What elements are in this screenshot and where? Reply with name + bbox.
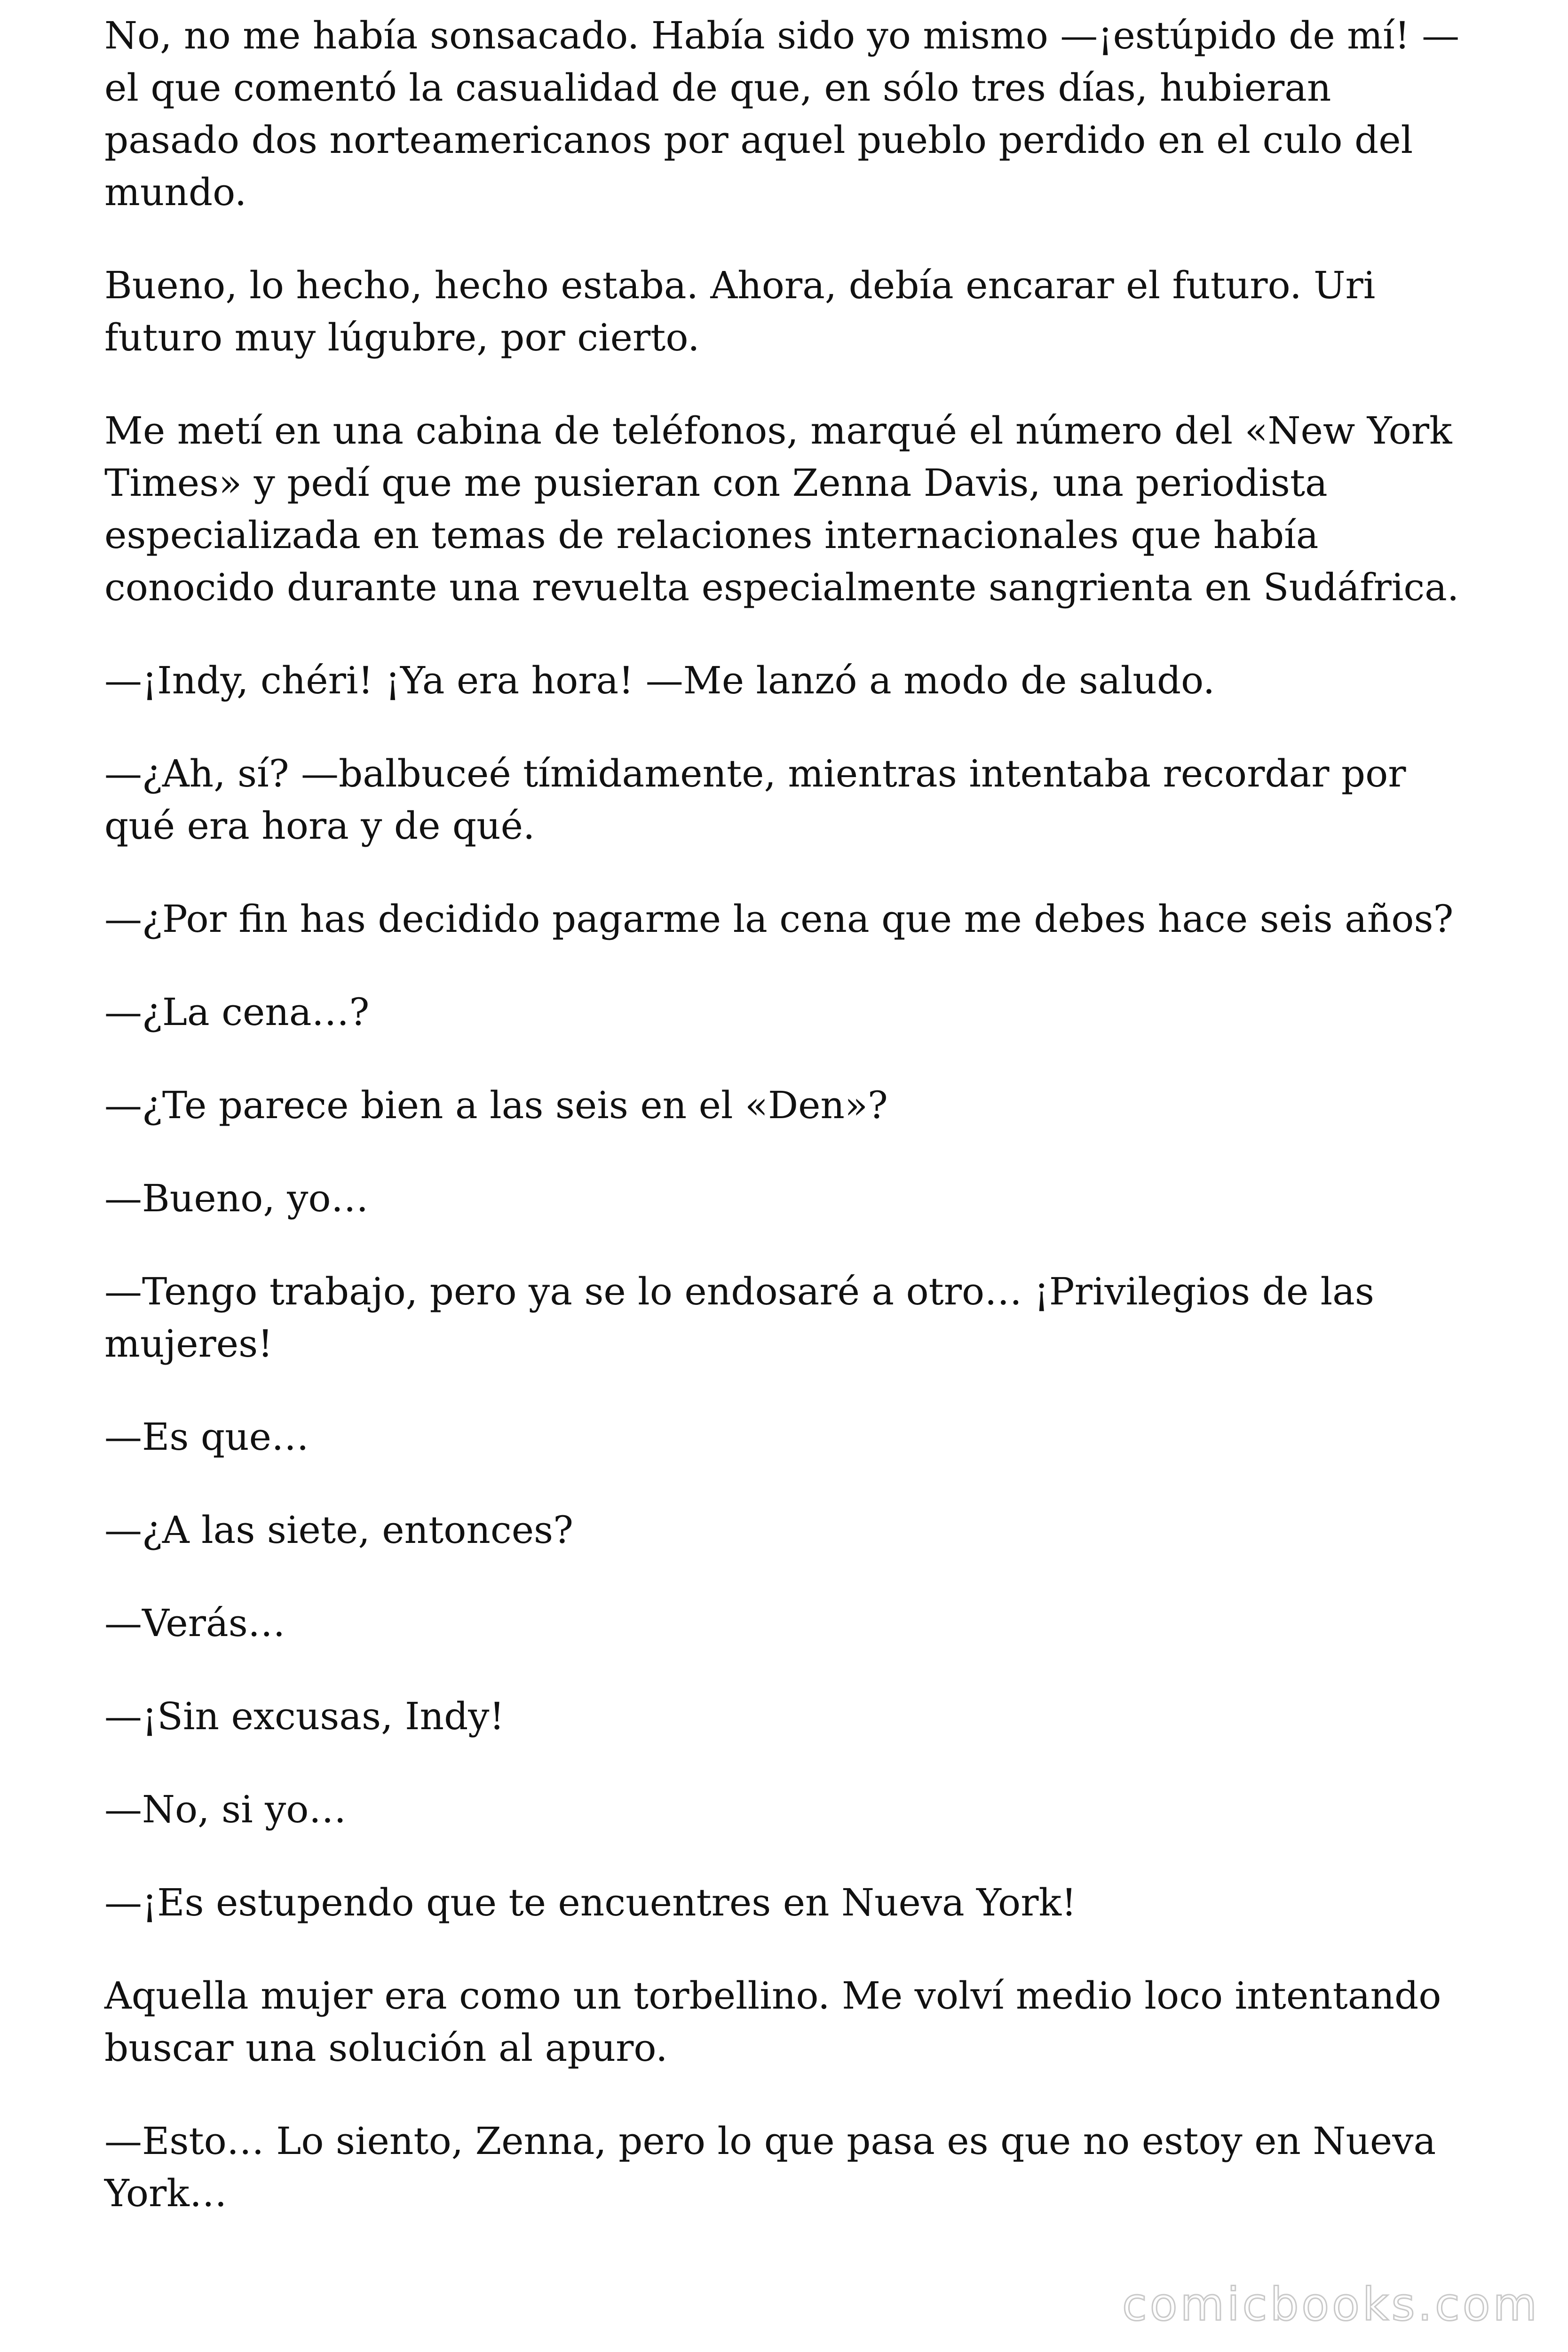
dialogue-line: —Esto… Lo siento, Zenna, pero lo que pasa es que no estoy en Nueva York… — [104, 2119, 1436, 2215]
paragraph: Me metí en una cabina de teléfonos, marqué el número del «New York Times» y pedí que me pusieran con Zenna Davis, una periodista especializada en temas de relaciones internacionales que había conocido durante una revuelta especialmente sangrienta en Sudáfrica. — [104, 409, 1459, 609]
paragraph: No, no me había sonsacado. Había sido yo mismo —¡estúpido de mí! — el que comentó la casualidad de que, en sólo tres días, hubieran pasado dos norteamericanos por aquel pueblo perdido en el culo del mundo. — [104, 14, 1460, 214]
dialogue-line: —¿La cena…? — [104, 990, 370, 1034]
dialogue-line: —Es que… — [104, 1415, 309, 1459]
paragraph: Aquella mujer era como un torbellino. Me volví medio loco intentando buscar una solución al apuro. — [104, 1974, 1441, 2070]
paragraph: Bueno, lo hecho, hecho estaba. Ahora, debía encarar el futuro. Uri futuro muy lúgubre, por cierto. — [104, 263, 1376, 359]
dialogue-line: —Verás… — [104, 1601, 285, 1645]
dialogue-line: —No, si yo… — [104, 1788, 347, 1831]
dialogue-line: —¿A las siete, entonces? — [104, 1508, 573, 1552]
dialogue-line: —Tengo trabajo, pero ya se lo endosaré a otro… ¡Privilegios de las mujeres! — [104, 1270, 1374, 1366]
dialogue-line: —¿Ah, sí? —balbuceé tímidamente, mientras intentaba recordar por qué era hora y de qué. — [104, 752, 1406, 848]
watermark: comicbooks.com — [1122, 2278, 1540, 2331]
dialogue-line: —¿Por fin has decidido pagarme la cena que me debes hace seis años? — [104, 897, 1454, 941]
dialogue-line: —¡Sin excusas, Indy! — [104, 1694, 505, 1738]
dialogue-line: —¿Te parece bien a las seis en el «Den»? — [104, 1083, 888, 1127]
body-text — [104, 9, 1478, 2219]
dialogue-line: —¡Indy, chéri! ¡Ya era hora! —Me lanzó a modo de saludo. — [104, 659, 1215, 702]
dialogue-line: —Bueno, yo… — [104, 1176, 369, 1220]
dialogue-line: —¡Es estupendo que te encuentres en Nueva York! — [104, 1881, 1077, 1924]
